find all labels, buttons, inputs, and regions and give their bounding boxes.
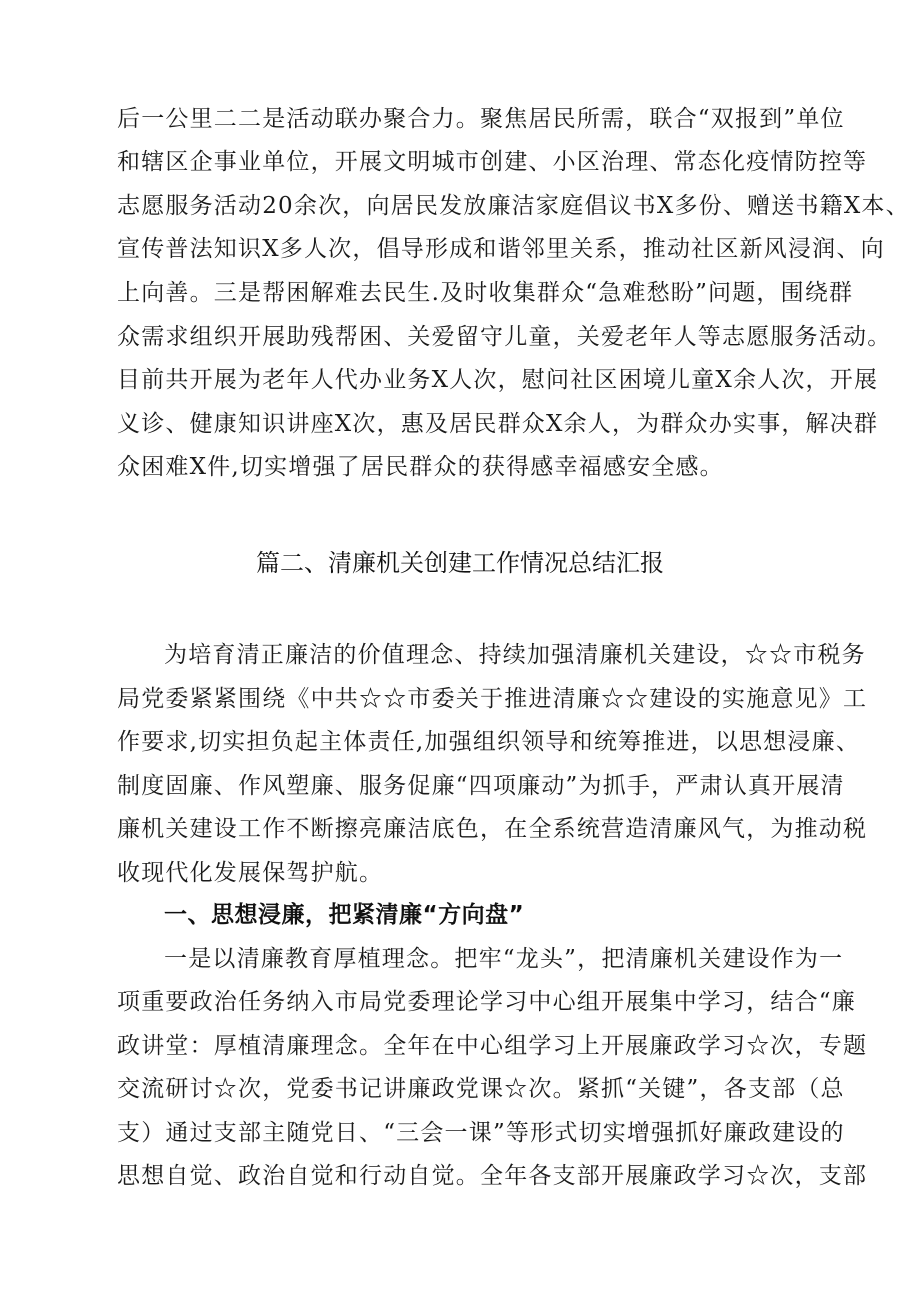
paragraph-3-line: 项重要政治任务纳入市局党委理论学习中心组开展集中学习，结合“廉 (117, 989, 856, 1015)
paragraph-1-line: 上向善。三是帮困解难去民生.及时收集群众“急难愁盼”问题，围绕群 (117, 280, 854, 306)
paragraph-1-line: 众困难X件,切实增强了居民群众的获得感幸福感安全感。 (117, 454, 724, 480)
paragraph-3-line: 思想自觉、政治自觉和行动自觉。全年各支部开展廉政学习☆次，支部 (117, 1163, 868, 1189)
paragraph-1-line: 和辖区企事业单位，开展文明城市创建、小区治理、常态化疫情防控等 (117, 149, 868, 175)
paragraph-2-line: 作要求,切实担负起主体责任,加强组织领导和统筹推进，以思想浸廉、 (117, 729, 861, 755)
paragraph-2-line: 为培育清正廉洁的价值理念、持续加强清廉机关建设，☆☆市税务 (164, 642, 866, 668)
paragraph-3-line: 一是以清廉教育厚植理念。把牢“龙头”，把清廉机关建设作为一 (164, 946, 844, 972)
paragraph-2-line: 局党委紧紧围绕《中共☆☆市委关于推进清廉☆☆建设的实施意见》工 (117, 686, 868, 712)
section-title: 篇二、清廉机关创建工作情况总结汇报 (256, 549, 664, 577)
paragraph-3-line: 支）通过支部主随党日、“三会一课”等形式切实增强抓好廉政建设的 (117, 1120, 845, 1146)
paragraph-1-line: 众需求组织开展助残帮困、关爱留守儿童，关爱老年人等志愿服务活动。 (117, 324, 892, 350)
paragraph-1-line: 义诊、健康知识讲座X次，惠及居民群众X余人，为群众办实事，解决群 (117, 411, 879, 437)
paragraph-2-line: 廉机关建设工作不断擦亮廉洁底色，在全系统营造清廉风气，为推动税 (117, 816, 868, 842)
paragraph-3-line: 政讲堂：厚植清廉理念。全年在中心组学习上开展廉政学习☆次，专题 (117, 1033, 868, 1059)
paragraph-1-line: 后一公里二二是活动联办聚合力。聚焦居民所需，联合“双报到”单位 (117, 106, 845, 132)
paragraph-1-line: 目前共开展为老年人代办业务X人次，慰问社区困境儿童X余人次，开展 (117, 367, 879, 393)
paragraph-2-line: 制度固廉、作风塑廉、服务促廉“四项廉动”为抓手，严肃认真开展清 (117, 773, 845, 799)
paragraph-3-line: 交流研讨☆次，党委书记讲廉政党课☆次。紧抓“关键”，各支部（总 (117, 1076, 845, 1102)
paragraph-2-line: 收现代化发展保驾护航。 (117, 860, 384, 886)
paragraph-1-line: 志愿服务活动20余次，向居民发放廉洁家庭倡议书X多份、赠送书籍X本、 (117, 193, 910, 219)
heading-1: 一、思想浸廉，把紧清廉“方向盘” (164, 902, 525, 928)
paragraph-1-line: 宣传普法知识X多人次，倡导形成和谐邻里关系，推动社区新风浸润、向 (117, 236, 885, 262)
